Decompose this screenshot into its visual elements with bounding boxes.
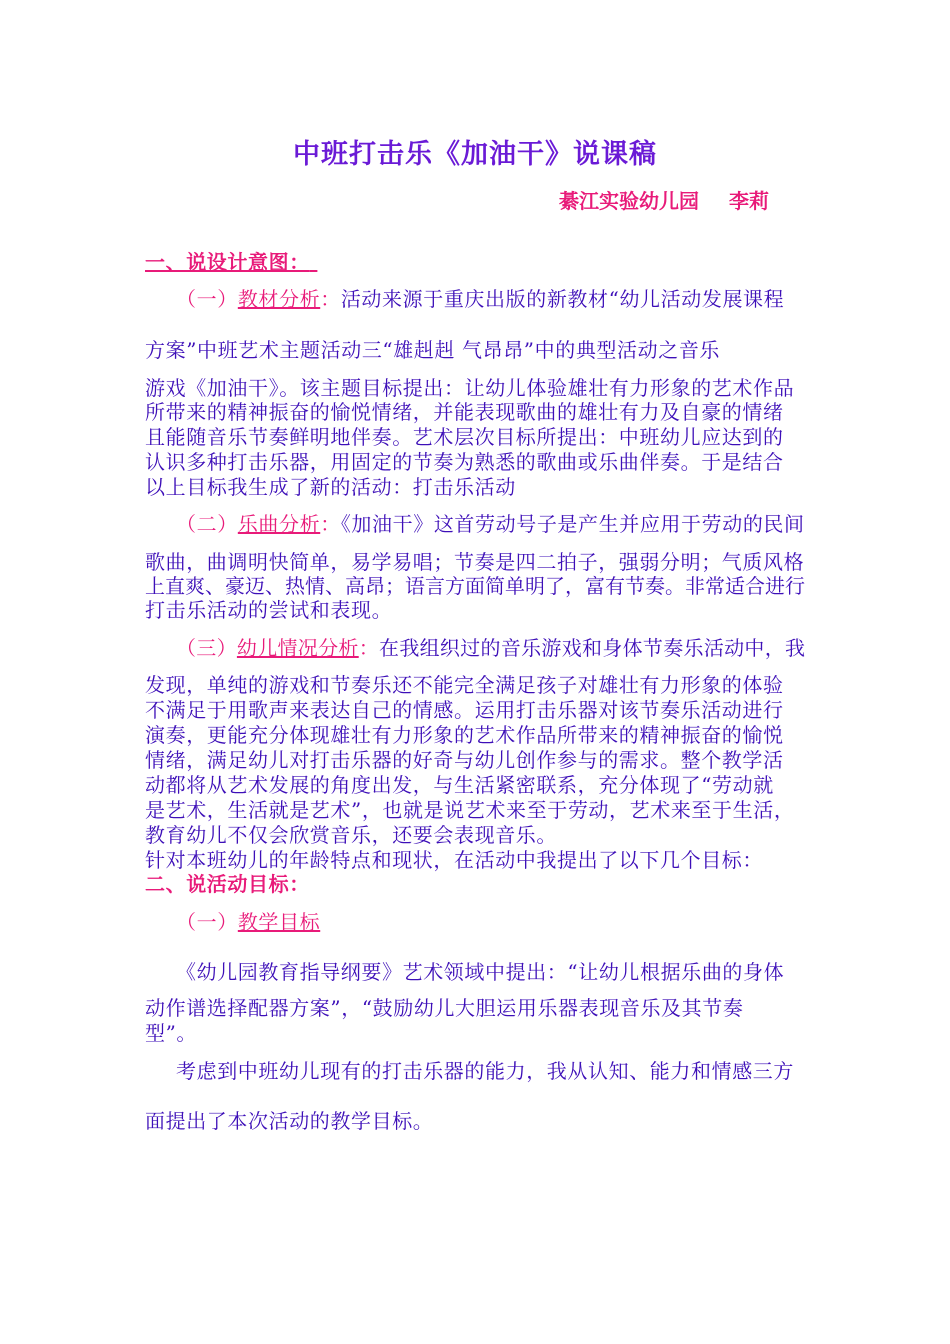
subsection-label-music-analysis: 乐曲分析 — [237, 512, 321, 536]
subsection-teaching-goals — [176, 910, 320, 934]
subsection-marker: （一） — [176, 287, 238, 311]
subsection-marker: （三） — [176, 636, 237, 660]
paragraph-line: 游戏《加油干》。该主题目标提出：让幼儿体验雄壮有力形象的艺术作品 — [145, 376, 795, 400]
paragraph-line: 演奏，更能充分体现雄壮有力形象的艺术作品所带来的精神振奋的愉悦 — [145, 723, 784, 747]
paragraph-line: 认识多种打击乐器，用固定的节奏为熟悉的歌曲或乐曲伴奏。于是结合 — [145, 450, 784, 474]
paragraph-line: 发现，单纯的游戏和节奏乐还不能完全满足孩子对雄壮有力形象的体验 — [145, 673, 784, 697]
paragraph-line: 教育幼儿不仅会欣赏音乐，还要会表现音乐。 — [145, 823, 557, 847]
paragraph-line: 方案”中班艺术主题活动三“雄赳赳 气昂昂”中的典型活动之音乐 — [145, 338, 721, 362]
paragraph-line: 针对本班幼儿的年龄特点和现状，在活动中我提出了以下几个目标： — [145, 848, 763, 872]
paragraph-line: 是艺术，生活就是艺术”，也就是说艺术来至于劳动，艺术来至于生活， — [145, 798, 795, 822]
subsection-label-children-analysis: 幼儿情况分析 — [236, 636, 359, 660]
subsection-label-textbook-analysis: 教材分析 — [237, 287, 321, 311]
paragraph-children-analysis-line-1: （三）幼儿情况分析：在我组织过的音乐游戏和身体节奏乐活动中，我 — [176, 636, 806, 660]
paragraph-line: 情绪，满足幼儿对打击乐器的好奇与幼儿创作参与的需求。整个教学活 — [145, 748, 784, 772]
paragraph-line: 动作谱选择配器方案”，“鼓励幼儿大胆运用乐器表现音乐及其节奏 — [145, 996, 744, 1020]
paragraph-music-analysis-line-1: （二）乐曲分析：《加油干》这首劳动号子是产生并应用于劳动的民间 — [176, 512, 805, 536]
author-line — [559, 185, 769, 214]
paragraph-line: 考虑到中班幼儿现有的打击乐器的能力，我从认知、能力和情感三方 — [176, 1059, 794, 1083]
paragraph-line: 面提出了本次活动的教学目标。 — [145, 1109, 434, 1133]
subsection-marker: （二） — [176, 512, 238, 536]
paragraph-line: 以上目标我生成了新的活动：打击乐活动 — [145, 475, 516, 499]
author-organization: 綦江实验幼儿园 — [559, 189, 699, 213]
paragraph-line: 型”。 — [145, 1021, 198, 1045]
paragraph-line: 不满足于用歌声来表达自己的情感。运用打击乐器对该节奏乐活动进行 — [145, 698, 784, 722]
paragraph-line: 动都将从艺术发展的角度出发，与生活紧密联系，充分体现了“劳动就 — [145, 773, 774, 797]
paragraph-line: 打击乐活动的尝试和表现。 — [145, 598, 393, 622]
document-title: 中班打击乐《加油干》说课稿 — [293, 139, 657, 170]
paragraph-line: 所带来的精神振奋的愉悦情绪，并能表现歌曲的雄壮有力及自豪的情绪 — [145, 400, 784, 424]
subsection-marker: （一） — [176, 910, 238, 934]
section-heading-design-intent: 一、说设计意图： — [145, 250, 310, 274]
subsection-label-teaching-goals: 教学目标 — [237, 910, 321, 934]
paragraph-line: 且能随音乐节奏鲜明地伴奏。艺术层次目标所提出：中班幼儿应达到的 — [145, 425, 784, 449]
paragraph-textbook-analysis-line-1: （一）教材分析：活动来源于重庆出版的新教材“幼儿活动发展课程 — [176, 287, 785, 311]
author-name: 李莉 — [729, 189, 769, 213]
paragraph-line: 歌曲，曲调明快简单，易学易唱；节奏是四二拍子，强弱分明；气质风格 — [145, 550, 805, 574]
paragraph-line: 上直爽、豪迈、热情、高昂；语言方面简单明了，富有节奏。非常适合进行 — [145, 574, 805, 598]
paragraph-line: 《幼儿园教育指导纲要》艺术领域中提出：“让幼儿根据乐曲的身体 — [176, 960, 785, 984]
section-heading-activity-goals: 二、说活动目标： — [145, 872, 310, 896]
